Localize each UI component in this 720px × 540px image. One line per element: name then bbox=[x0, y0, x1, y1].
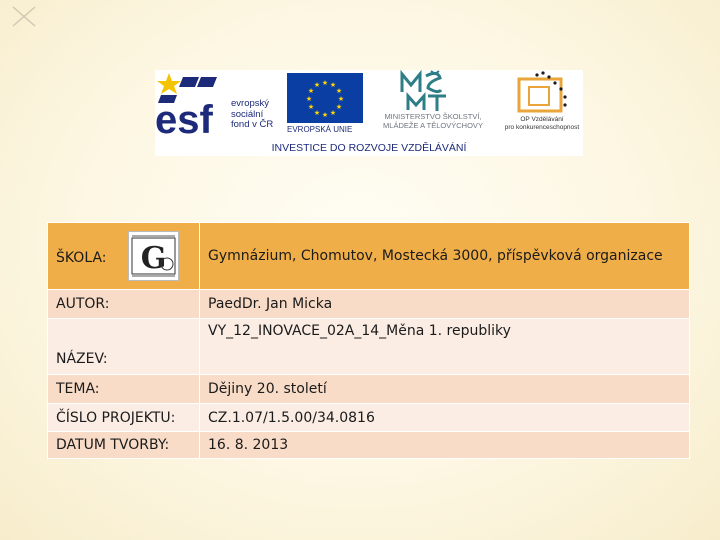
autor-value: PaedDr. Jan Micka bbox=[200, 290, 690, 319]
svg-text:esf: esf bbox=[155, 98, 213, 135]
tema-label: TEMA: bbox=[48, 375, 200, 404]
msmt-mark-icon bbox=[368, 70, 498, 112]
nazev-value: VY_12_INOVACE_02A_14_Měna 1. republiky bbox=[200, 319, 690, 375]
svg-text:★: ★ bbox=[313, 81, 321, 89]
eu-flag-icon bbox=[287, 73, 363, 123]
msmt-text-line-1: MINISTERSTVO ŠKOLSTVÍ, bbox=[384, 112, 482, 121]
svg-text:★: ★ bbox=[321, 111, 329, 119]
table-row-tema bbox=[48, 375, 690, 404]
table-row-datum-tvorby bbox=[48, 432, 690, 459]
investice-tagline: INVESTICE DO ROZVOJE VZDĚLÁVÁNÍ bbox=[271, 142, 467, 154]
svg-text:★: ★ bbox=[337, 95, 345, 103]
logo-banner bbox=[155, 70, 583, 156]
svg-text:★: ★ bbox=[329, 109, 337, 117]
cislo-projektu-value: CZ.1.07/1.5.00/34.0816 bbox=[200, 404, 690, 432]
corner-x-mark-icon bbox=[10, 4, 40, 30]
svg-text:G: G bbox=[140, 241, 167, 276]
table-row-autor bbox=[48, 290, 690, 319]
op-text-line-2: pro konkurenceschopnost bbox=[504, 124, 580, 131]
op-vzdelavani-logo bbox=[501, 71, 583, 137]
esf-text-line-2: sociální bbox=[231, 108, 264, 120]
skola-value: Gymnázium, Chomutov, Mostecká 3000, příspěvková organizace bbox=[200, 223, 690, 290]
esf-mark-icon bbox=[155, 73, 231, 135]
skola-label: ŠKOLA: bbox=[56, 250, 107, 266]
project-info-table bbox=[47, 222, 690, 459]
svg-text:★: ★ bbox=[305, 95, 313, 103]
esf-text-line-3: fond v ČR bbox=[231, 119, 274, 130]
school-logo-icon bbox=[128, 231, 179, 281]
op-vzdelavani-mark-icon bbox=[501, 71, 583, 115]
msmt-text-line-2: MLÁDEŽE A TĚLOVÝCHOVY bbox=[383, 121, 483, 130]
svg-text:★: ★ bbox=[335, 103, 343, 111]
datum-tvorby-value: 16. 8. 2013 bbox=[200, 432, 690, 459]
cislo-projektu-label: ČÍSLO PROJEKTU: bbox=[48, 404, 200, 432]
esf-logo bbox=[155, 73, 287, 135]
svg-text:★: ★ bbox=[321, 79, 329, 87]
svg-text:★: ★ bbox=[313, 109, 321, 117]
eu-logo bbox=[287, 73, 363, 135]
datum-tvorby-label: DATUM TVORBY: bbox=[48, 432, 200, 459]
nazev-label: NÁZEV: bbox=[48, 319, 200, 375]
esf-text-line-1: evropský bbox=[231, 98, 270, 109]
svg-text:★: ★ bbox=[307, 87, 315, 95]
table-row-nazev bbox=[48, 319, 690, 375]
eu-label: EVROPSKÁ UNIE bbox=[287, 125, 353, 134]
op-text-line-1: OP Vzdělávání bbox=[520, 116, 564, 123]
svg-text:★: ★ bbox=[307, 103, 315, 111]
table-row-cislo-projektu bbox=[48, 404, 690, 432]
skola-label-cell bbox=[48, 223, 200, 290]
tema-value: Dějiny 20. století bbox=[200, 375, 690, 404]
msmt-logo bbox=[368, 70, 498, 136]
svg-text:★: ★ bbox=[335, 87, 343, 95]
table-row-skola bbox=[48, 223, 690, 290]
svg-text:★: ★ bbox=[329, 81, 337, 89]
autor-label: AUTOR: bbox=[48, 290, 200, 319]
